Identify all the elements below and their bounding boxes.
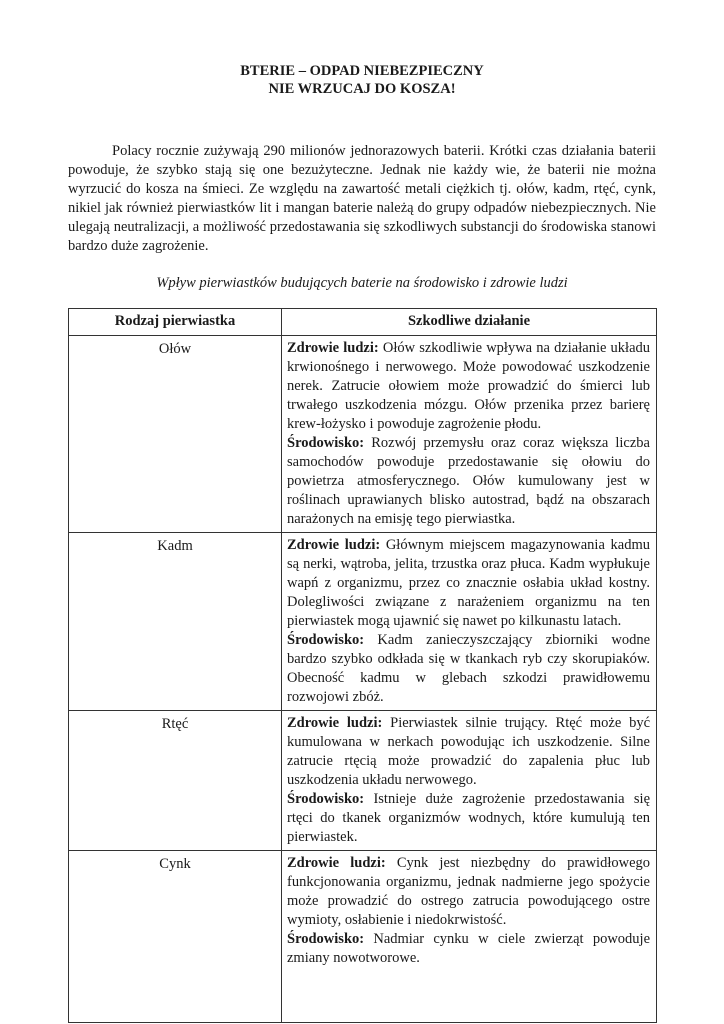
health-text: Ołów szkodliwie wpływa na działanie układu krwionośnego i nerwowego. Może powodować uszkodzenie nerek. Zatrucie ołowiem może prowadzić do śmierci lub trwałego uszkodzenia mózgu. Ołów przenika przez barierę krew-łożysko i powoduje zagrożenie płodu. bbox=[287, 340, 651, 432]
document-page bbox=[68, 62, 656, 1023]
intro-paragraph: Polacy rocznie zużywają 290 milionów jednorazowych baterii. Krótki czas działania baterii powoduje, że szybko stają się one bezużyteczne. Jednak nie każdy wie, że baterii nie można wyrzucić do kosza na śmieci. Ze względu na zawartość metali ciężkich tj. ołów, kadm, rtęć, cynk, nikiel jak również pierwiastków lit i mangan baterie należą do grupy odpadów niebezpiecznych. Nie ulegają neutralizacji, a możliwość przedostawania się szkodliwych substancji do środowiska stanowi bardzo duże zagrożenie. bbox=[68, 143, 656, 254]
effects-cell bbox=[282, 533, 657, 711]
table-row bbox=[69, 851, 657, 1023]
health-label: Zdrowie ludzi: bbox=[287, 340, 379, 356]
environment-label: Środowisko: bbox=[287, 931, 365, 947]
table-row bbox=[69, 711, 657, 851]
environment-text: Istnieje duże zagrożenie przedostawania się rtęci do tkanek organizmów wodnych, które kumulują ten pierwiastek. bbox=[287, 791, 651, 845]
element-name: Kadm bbox=[69, 533, 282, 711]
health-text: Głównym miejscem magazynowania kadmu są nerki, wątroba, jelita, trzustka oraz płuca. Kadm wypłukuje wapń z organizmu, przez co znacznie osłabia układ kostny. Dolegliwości związane z narażeniem organizmu na ten pierwiastek mogą ujawnić się nawet po kilkunastu latach. bbox=[287, 537, 650, 629]
environment-text: Rozwój przemysłu oraz coraz większa liczba samochodów powoduje przedostawanie się ołowiu do powietrza atmosferycznego. Ołów kumulowany jest w roślinach uprawianych blisko autostrad, bądź na obszarach narażonych na emisję tego pierwiastka. bbox=[287, 435, 650, 527]
environment-label: Środowisko: bbox=[287, 791, 365, 807]
health-label: Zdrowie ludzi: bbox=[287, 715, 383, 731]
header-harmful-effects: Szkodliwe działanie bbox=[282, 309, 657, 336]
effects-cell bbox=[282, 336, 657, 533]
environment-text: Kadm zanieczyszczający zbiorniki wodne bardzo szybko odkłada się w tkankach ryb czy skorupiaków. Obecność kadmu w glebach szkodzi prawidłowemu rozwojowi zbóż. bbox=[287, 632, 651, 705]
document-title bbox=[68, 62, 656, 98]
effects-cell bbox=[282, 851, 657, 1023]
header-element-type: Rodzaj pierwiastka bbox=[69, 309, 282, 336]
title-line-1: BTERIE – ODPAD NIEBEZPIECZNY bbox=[240, 63, 484, 79]
environment-text: Nadmiar cynku w ciele zwierząt powoduje zmiany nowotworowe. bbox=[287, 931, 651, 966]
element-name: Cynk bbox=[69, 851, 282, 1023]
health-text: Pierwiastek silnie trujący. Rtęć może być kumulowana w nerkach powodując ich uszkodzenie. Silne zatrucie rtęcią może prowadzić do zapalenia płuc lub uszkodzenia układu nerwowego. bbox=[287, 715, 651, 788]
table-row bbox=[69, 533, 657, 711]
health-text: Cynk jest niezbędny do prawidłowego funkcjonowania organizmu, jednak nadmierne jego spożycie może prowadzić do ostrego zatrucia powodującego ostre wymioty, osłabienie i niedokrwistość. bbox=[287, 855, 651, 928]
table-header-row bbox=[69, 309, 657, 336]
environment-label: Środowisko: bbox=[287, 632, 365, 648]
element-name: Rtęć bbox=[69, 711, 282, 851]
elements-table bbox=[68, 308, 657, 1023]
health-label: Zdrowie ludzi: bbox=[287, 855, 386, 871]
table-row bbox=[69, 336, 657, 533]
title-line-2: NIE WRZUCAJ DO KOSZA! bbox=[268, 81, 456, 97]
effects-cell bbox=[282, 711, 657, 851]
element-name: Ołów bbox=[69, 336, 282, 533]
table-caption: Wpływ pierwiastków budujących baterie na środowisko i zdrowie ludzi bbox=[156, 275, 568, 291]
environment-label: Środowisko: bbox=[287, 435, 365, 451]
health-label: Zdrowie ludzi: bbox=[287, 537, 381, 553]
